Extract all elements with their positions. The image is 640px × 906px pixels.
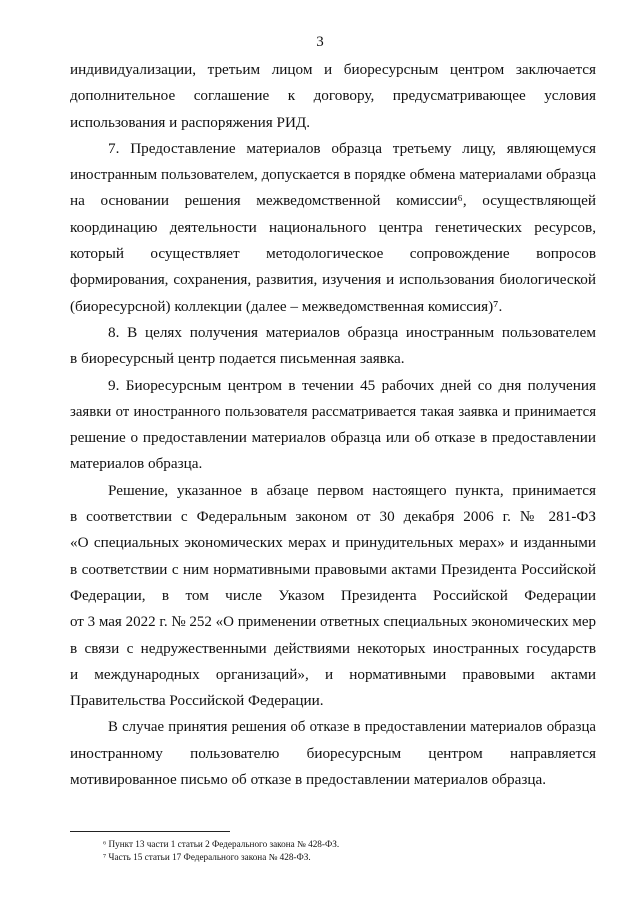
- text-line: дополнительное соглашение к договору, предусматривающее условия: [70, 87, 596, 105]
- text-line: и международных организаций», и нормативными правовыми актами: [70, 665, 596, 683]
- document-body: [70, 57, 596, 793]
- text-line: «О специальных экономических мерах и принудительных мерах» и изданными: [70, 534, 596, 552]
- footnote-separator: [70, 831, 230, 832]
- text-line: (биоресурсной) коллекции (далее – межведомственная комиссия)⁷.: [70, 297, 503, 315]
- text-line: мотивированное письмо об отказе в предоставлении материалов образца.: [70, 771, 547, 789]
- text-line: 8. В целях получения материалов образца иностранным пользователем: [108, 323, 596, 341]
- footnote: ⁶ Пункт 13 части 1 статьи 2 Федерального закона № 428-ФЗ.: [103, 839, 340, 849]
- footnotes: [103, 838, 339, 864]
- text-line: в связи с недружественными действиями некоторых иностранных государств: [70, 639, 596, 657]
- text-line: Федерации, в том числе Указом Президента Российской Федерации: [70, 586, 596, 604]
- text-line: иностранному пользователю биоресурсным центром направляется: [70, 744, 596, 762]
- text-line: 7. Предоставление материалов образца третьему лицу, являющемуся: [108, 139, 596, 157]
- text-line: индивидуализации, третьим лицом и биоресурсным центром заключается: [70, 61, 596, 78]
- text-line: иностранным пользователем, допускается в порядке обмена материалами образца: [70, 167, 596, 184]
- page-number: 3: [316, 34, 324, 50]
- text-line: В случае принятия решения об отказе в предоставлении материалов образца: [108, 719, 596, 736]
- text-line: использования и распоряжения РИД.: [70, 113, 311, 131]
- footnote: ⁷ Часть 15 статьи 17 Федерального закона № 428-ФЗ.: [103, 852, 311, 862]
- text-line: Правительства Российской Федерации.: [70, 692, 324, 710]
- text-line: который осуществляет методологическое сопровождение вопросов: [70, 245, 596, 263]
- text-line: 9. Биоресурсным центром в течении 45 рабочих дней со дня получения: [108, 376, 596, 394]
- text-line: в соответствии с ним нормативными правовыми актами Президента Российской: [70, 560, 596, 578]
- text-line: на основании решения межведомственной комиссии⁶, осуществляющей: [70, 192, 596, 210]
- text-line: Решение, указанное в абзаце первом настоящего пункта, принимается: [108, 481, 596, 499]
- text-line: от 3 мая 2022 г. № 252 «О применении ответных специальных экономических мер: [70, 614, 596, 631]
- text-line: в соответствии с Федеральным законом от 30 декабря 2006 г. № 281-ФЗ: [70, 508, 596, 526]
- text-line: заявки от иностранного пользователя рассматривается такая заявка и принимается: [70, 403, 596, 420]
- text-line: решение о предоставлении материалов образца или об отказе в предоставлении: [70, 429, 596, 447]
- text-line: координацию деятельности национального центра генетических ресурсов,: [70, 218, 596, 236]
- text-line: формирования, сохранения, развития, изучения и использования биологической: [70, 271, 596, 289]
- text-line: в биоресурсный центр подается письменная заявка.: [70, 350, 405, 368]
- text-line: материалов образца.: [70, 455, 203, 473]
